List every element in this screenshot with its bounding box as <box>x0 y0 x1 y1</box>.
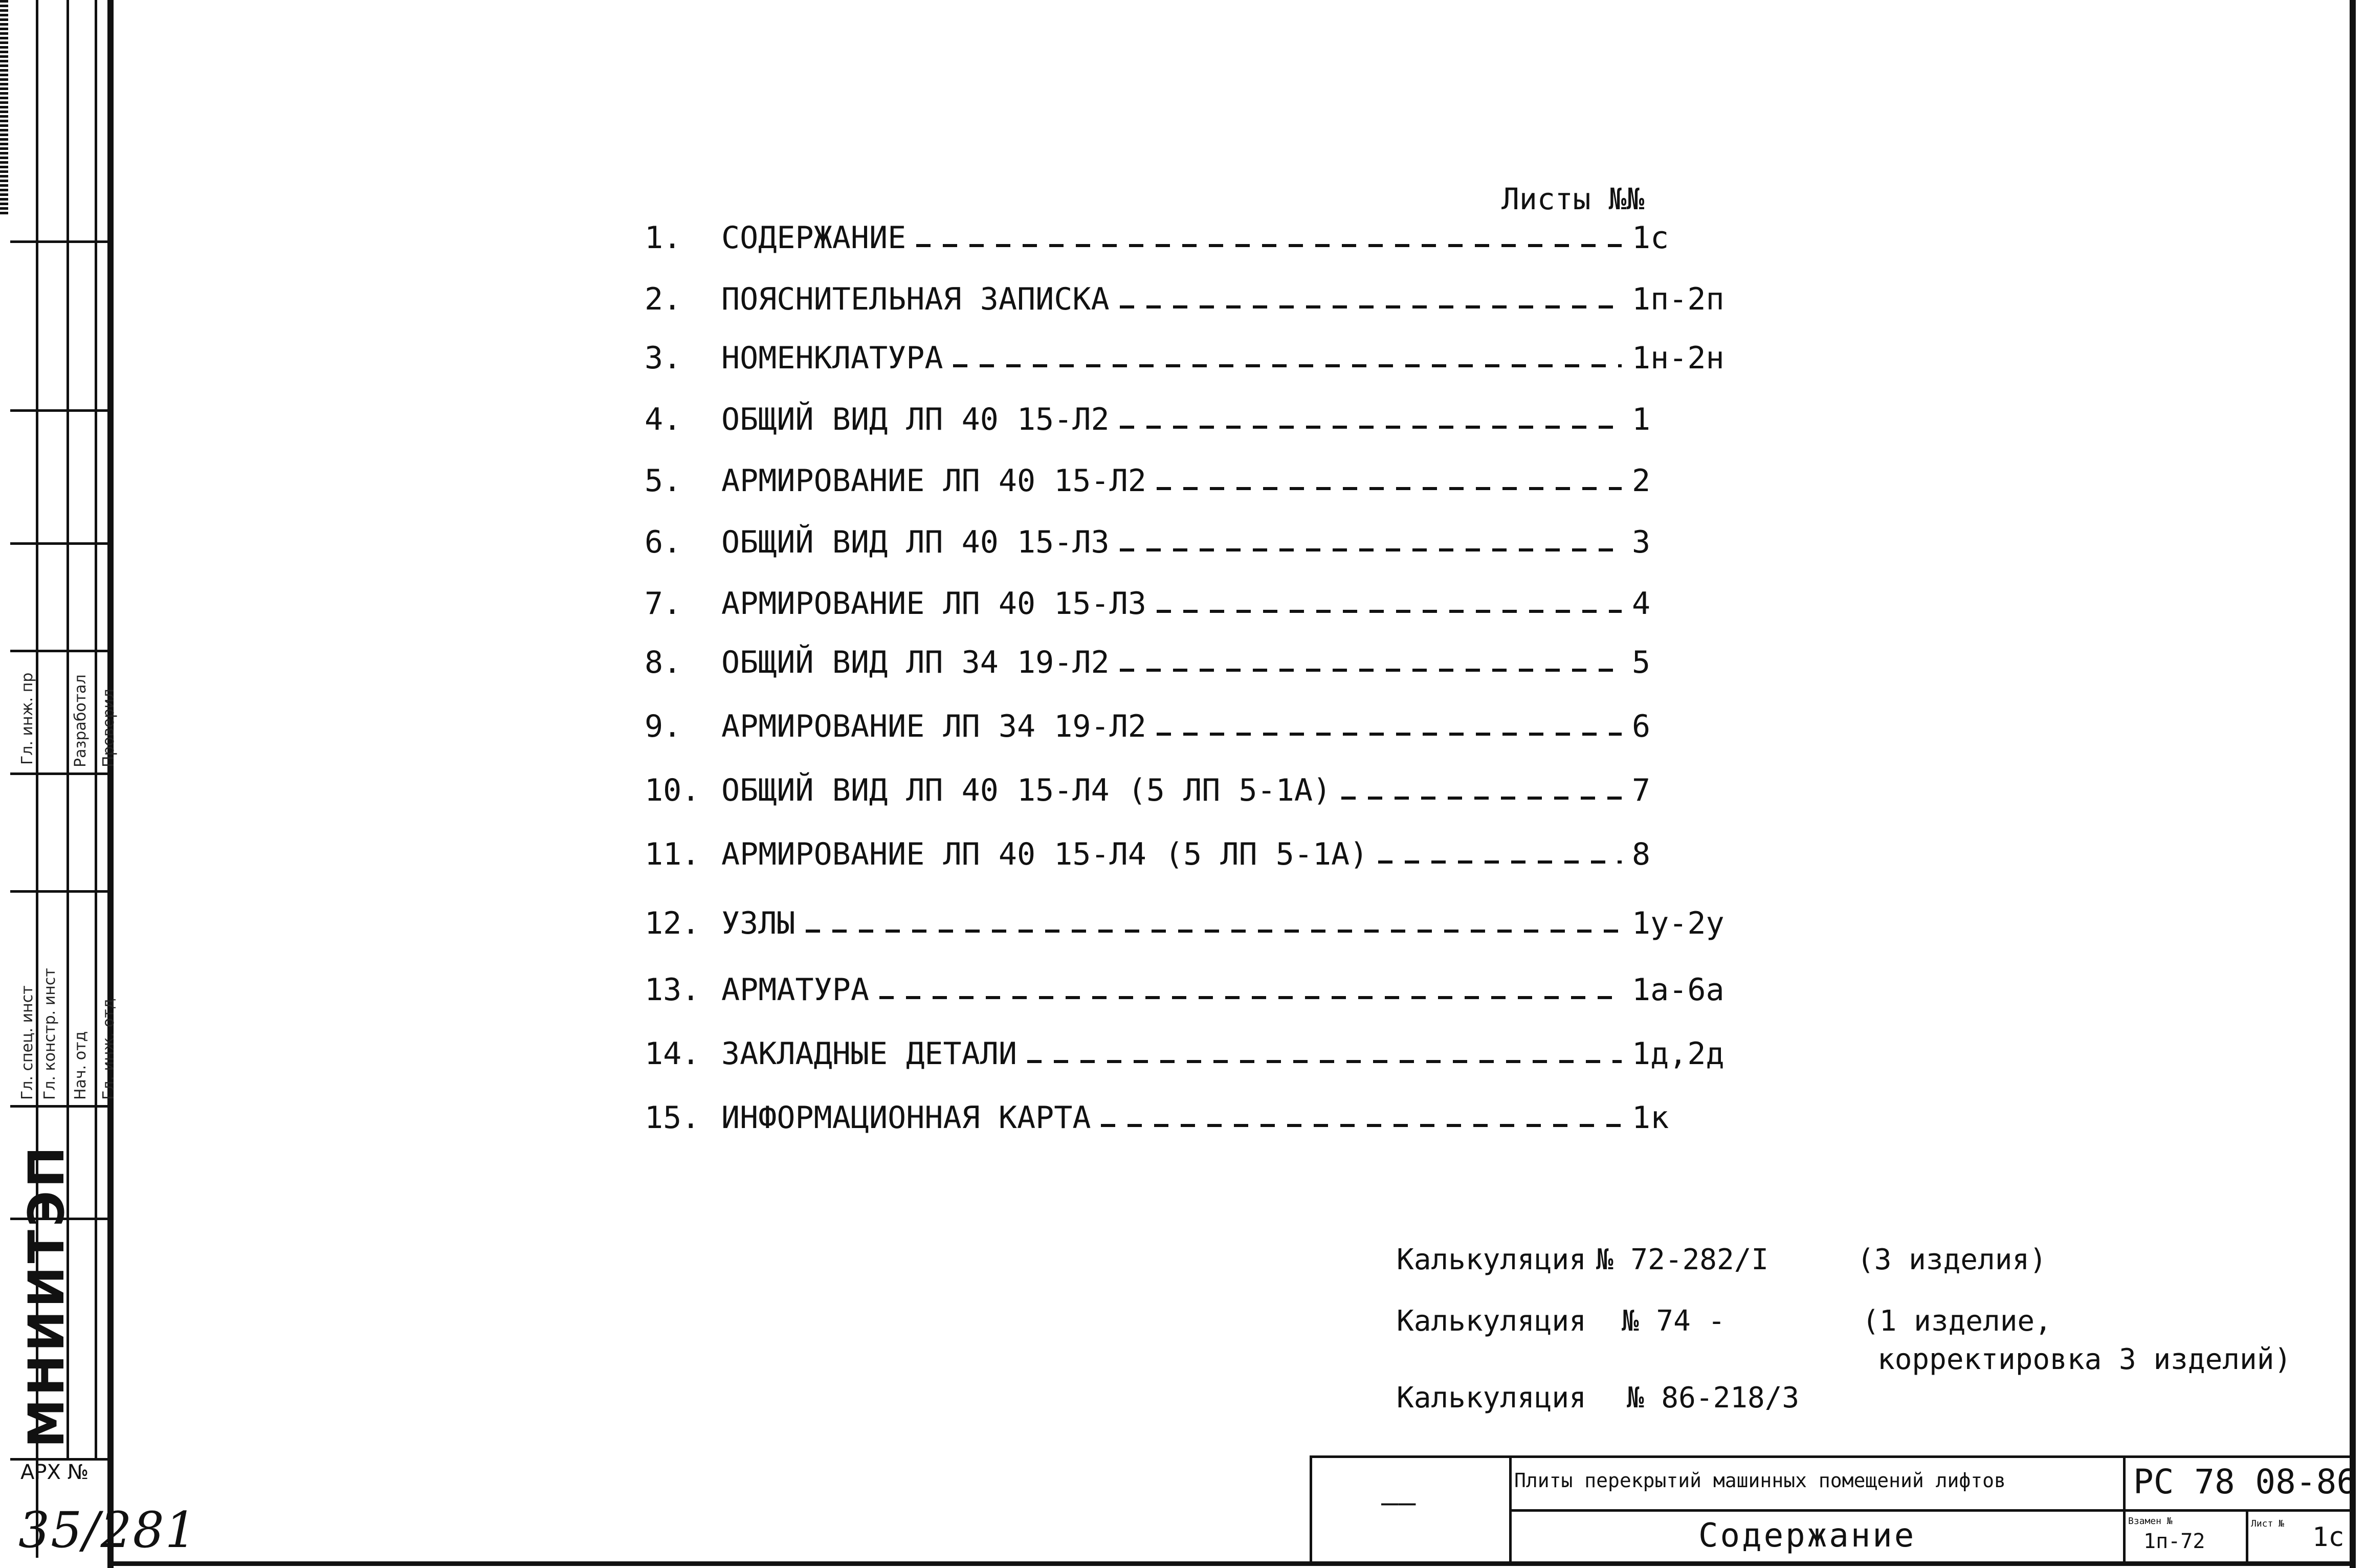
item-title: ОБЩИЙ ВИД ЛП 40 15-Л3 <box>721 524 1110 560</box>
item-number: 5. <box>645 463 682 499</box>
item-title: АРМИРОВАНИЕ ЛП 40 15-Л4 (5 ЛП 5-1А) <box>721 836 1368 872</box>
item-title: АРМИРОВАНИЕ ЛП 40 15-Л3 <box>721 586 1146 622</box>
issue-label: Взамен № <box>2128 1516 2173 1527</box>
item-title: НОМЕНКЛАТУРА <box>721 340 943 376</box>
dot-leader <box>1120 426 1622 429</box>
item-sheets: 6 <box>1632 709 1651 744</box>
item-title: ПОЯСНИТЕЛЬНАЯ ЗАПИСКА <box>721 281 1110 317</box>
item-sheets: 1а-6а <box>1632 972 1724 1008</box>
item-number: 8. <box>645 645 682 680</box>
contents-row <box>645 900 1724 946</box>
contents-row <box>645 458 1651 504</box>
contents-row <box>645 767 1651 813</box>
drawing-code: РС 78 08-86 <box>2133 1462 2357 1501</box>
dot-leader <box>953 364 1622 367</box>
item-sheets: 1у-2у <box>1632 906 1724 941</box>
calc-note-continued: корректировка 3 изделий) <box>1877 1343 2292 1376</box>
calc-note: (3 изделия) <box>1857 1243 2047 1276</box>
item-title: АРМАТУРА <box>721 972 869 1008</box>
archive-number: 35/281 <box>18 1501 197 1559</box>
sheet-number-value: 1с <box>2312 1522 2345 1553</box>
scan-edge <box>0 0 8 215</box>
calc-note: (1 изделие, <box>1862 1305 2052 1338</box>
frame-right-border <box>2350 0 2356 1568</box>
item-sheets: 1к <box>1632 1100 1669 1136</box>
dot-leader <box>1157 733 1622 736</box>
contents-row <box>645 519 1651 565</box>
dot-leader <box>879 996 1622 999</box>
item-title: ОБЩИЙ ВИД ЛП 34 19-Л2 <box>721 645 1110 680</box>
archive-label: АРХ № <box>20 1461 89 1484</box>
item-sheets: 1н-2н <box>1632 340 1724 376</box>
item-number: 7. <box>645 586 682 622</box>
item-title: ОБЩИЙ ВИД ЛП 40 15-Л2 <box>721 402 1110 437</box>
contents-row <box>645 831 1651 877</box>
title-block-dash: —— <box>1381 1486 1416 1519</box>
item-number: 11. <box>645 836 700 872</box>
dot-leader <box>1027 1060 1622 1063</box>
calc-label: Калькуляция <box>1397 1243 1586 1276</box>
dot-leader <box>1120 548 1622 551</box>
item-number: 14. <box>645 1036 700 1072</box>
calc-number: № 72-282/I <box>1596 1243 1769 1276</box>
dot-leader <box>1341 797 1622 800</box>
item-number: 6. <box>645 524 682 560</box>
stamp-label-dept-head: Нач. отд <box>72 1031 90 1100</box>
item-number: 9. <box>645 709 682 744</box>
contents-row <box>645 1031 1724 1077</box>
contents-row <box>645 215 1669 261</box>
contents-row <box>645 703 1651 749</box>
item-number: 10. <box>645 772 700 808</box>
item-sheets: 4 <box>1632 586 1651 622</box>
contents-row <box>645 276 1724 322</box>
calc-label: Калькуляция <box>1397 1381 1586 1415</box>
item-title: ИНФОРМАЦИОННАЯ КАРТА <box>721 1100 1091 1136</box>
issue-value: 1п-72 <box>2143 1530 2205 1553</box>
calc-number: № 86-218/3 <box>1627 1381 1800 1415</box>
dot-leader <box>916 244 1622 247</box>
item-number: 13. <box>645 972 700 1008</box>
item-number: 3. <box>645 340 682 376</box>
item-title: АРМИРОВАНИЕ ЛП 34 19-Л2 <box>721 709 1146 744</box>
sheets-column-header: Листы №№ <box>1501 182 1645 216</box>
dot-leader <box>806 930 1622 933</box>
item-sheets: 2 <box>1632 463 1651 499</box>
dot-leader <box>1157 610 1622 613</box>
dot-leader <box>1101 1124 1622 1127</box>
item-title: АРМИРОВАНИЕ ЛП 40 15-Л2 <box>721 463 1146 499</box>
item-sheets: 1 <box>1632 402 1651 437</box>
item-sheets: 3 <box>1632 524 1651 560</box>
item-sheets: 5 <box>1632 645 1651 680</box>
project-title: Плиты перекрытий машинных помещений лифтов <box>1514 1469 2006 1492</box>
item-sheets: 1с <box>1632 220 1669 256</box>
dot-leader <box>1120 305 1622 308</box>
item-sheets: 8 <box>1632 836 1651 872</box>
item-title: СОДЕРЖАНИЕ <box>721 220 906 256</box>
item-number: 15. <box>645 1100 700 1136</box>
calc-label: Калькуляция <box>1397 1305 1586 1338</box>
stamp-label-developed: Разработал <box>72 674 90 767</box>
dot-leader <box>1378 860 1622 864</box>
organization-name: МНИИТЭП <box>18 1143 75 1448</box>
item-number: 12. <box>645 906 700 941</box>
item-sheets: 1д,2д <box>1632 1036 1724 1072</box>
item-title: УЗЛЫ <box>721 906 795 941</box>
sheet-number-label: Лист № <box>2251 1518 2285 1529</box>
dot-leader <box>1120 669 1622 672</box>
stamp-label-chief-designer: Гл. констр. инст <box>41 968 59 1100</box>
item-title: ЗАКЛАДНЫЕ ДЕТАЛИ <box>721 1036 1017 1072</box>
contents-row <box>645 396 1651 443</box>
item-title: ОБЩИЙ ВИД ЛП 40 15-Л4 (5 ЛП 5-1А) <box>721 772 1332 808</box>
stamp-label-dept-engineer: Гл. инж. отд <box>100 998 118 1100</box>
sheet-title: Содержание <box>1698 1517 1916 1555</box>
item-sheets: 7 <box>1632 772 1651 808</box>
stamp-label-chief-engineer: Гл. инж. пр <box>18 672 36 765</box>
frame-left-border <box>107 0 114 1568</box>
contents-row <box>645 335 1724 381</box>
contents-row <box>645 581 1651 627</box>
dot-leader <box>1157 487 1622 490</box>
item-number: 2. <box>645 281 682 317</box>
frame-bottom-border <box>107 1561 2356 1566</box>
contents-row <box>645 1095 1669 1141</box>
contents-row <box>645 967 1724 1013</box>
calc-number: № 74 - <box>1622 1305 1726 1338</box>
contents-row <box>645 639 1651 686</box>
item-sheets: 1п-2п <box>1632 281 1724 317</box>
item-number: 1. <box>645 220 682 256</box>
stamp-label-checked: Проверил <box>100 689 118 767</box>
item-number: 4. <box>645 402 682 437</box>
stamp-label-chief-specialist: Гл. спец. инст <box>18 985 36 1100</box>
